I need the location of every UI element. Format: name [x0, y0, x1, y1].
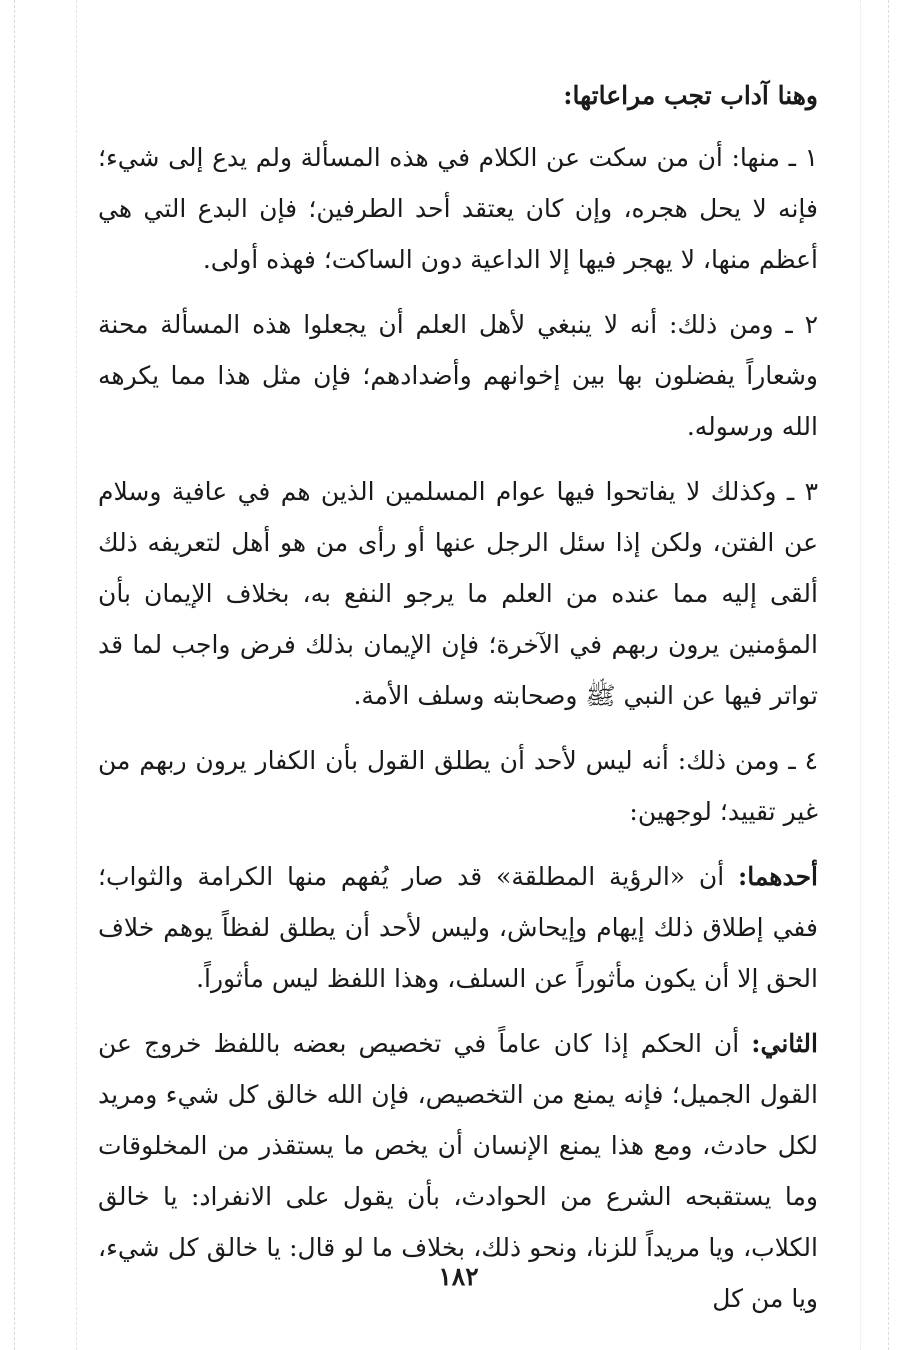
paragraph-text: أن الحكم إذا كان عاماً في تخصيص بعضه باللفظ خروج عن القول الجميل؛ فإنه يمنع من التخصيص، فإن الله خالق كل شيء ومريد لكل حادث، ومع هذا يمنع الإنسان أن يخص ما يستقذر من المخلوقات وما يستقبحه الشرع من الحوادث، بأن يقول على الانفراد: يا خالق الكلاب، ويا مريداً للزنا، ونحو ذلك، بخلاف ما لو قال: يا خالق كل شيء، ويا من كل [98, 1029, 818, 1313]
paragraph-text: أن «الرؤية المطلقة» قد صار يُفهم منها الكرامة والثواب؛ ففي إطلاق ذلك إيهام وإيحاش، وليس لأحد أن يطلق لفظاً يوهم خلاف الحق إلا أن يكون مأثوراً عن السلف، وهذا اللفظ ليس مأثوراً. [98, 862, 818, 993]
paragraph-3 [98, 466, 818, 721]
paragraph-5 [98, 851, 818, 1004]
paragraph-text: ٢ ـ ومن ذلك: أنه لا ينبغي لأهل العلم أن يجعلوا هذه المسألة محنة وشعاراً يفضلون بها بين إخوانهم وأضدادهم؛ فإن مثل هذا مما يكرهه الله ورسوله. [98, 310, 818, 441]
scan-guide-line [76, 0, 77, 1350]
paragraph-lead: الثاني: [751, 1029, 818, 1058]
section-heading: وهنا آداب تجب مراعاتها: [563, 81, 818, 110]
scan-guide-line [860, 0, 861, 1350]
paragraph-text: ٤ ـ ومن ذلك: أنه ليس لأحد أن يطلق القول بأن الكفار يرون ربهم من غير تقييد؛ لوجهين: [98, 746, 818, 826]
page-number: ١٨٢ [438, 1262, 479, 1291]
paragraph-2 [98, 299, 818, 452]
scan-guide-line [888, 0, 889, 1350]
paragraph-4 [98, 735, 818, 837]
page-body [98, 70, 818, 1338]
paragraph-text: ١ ـ منها: أن من سكت عن الكلام في هذه المسألة ولم يدع إلى شيء؛ فإنه لا يحل هجره، وإن كان يعتقد أحد الطرفين؛ فإن البدع التي هي أعظم منها، لا يهجر فيها إلا الداعية دون الساكت؛ فهذه أولى. [98, 143, 818, 274]
paragraph-text: ٣ ـ وكذلك لا يفاتحوا فيها عوام المسلمين الذين هم في عافية وسلام عن الفتن، ولكن إذا سئل الرجل عنها أو رأى من هو أهل لتعريفه ذلك ألقى إليه مما عنده من العلم ما يرجو النفع به، بخلاف الإيمان بأن المؤمنين يرون ربهم في الآخرة؛ فإن الإيمان بذلك فرض واجب لما قد تواتر فيها عن النبي ﷺ وصحابته وسلف الأمة. [98, 477, 818, 710]
paragraph-1 [98, 132, 818, 285]
scan-guide-line [14, 0, 15, 1350]
paragraph-lead: أحدهما: [737, 862, 818, 891]
